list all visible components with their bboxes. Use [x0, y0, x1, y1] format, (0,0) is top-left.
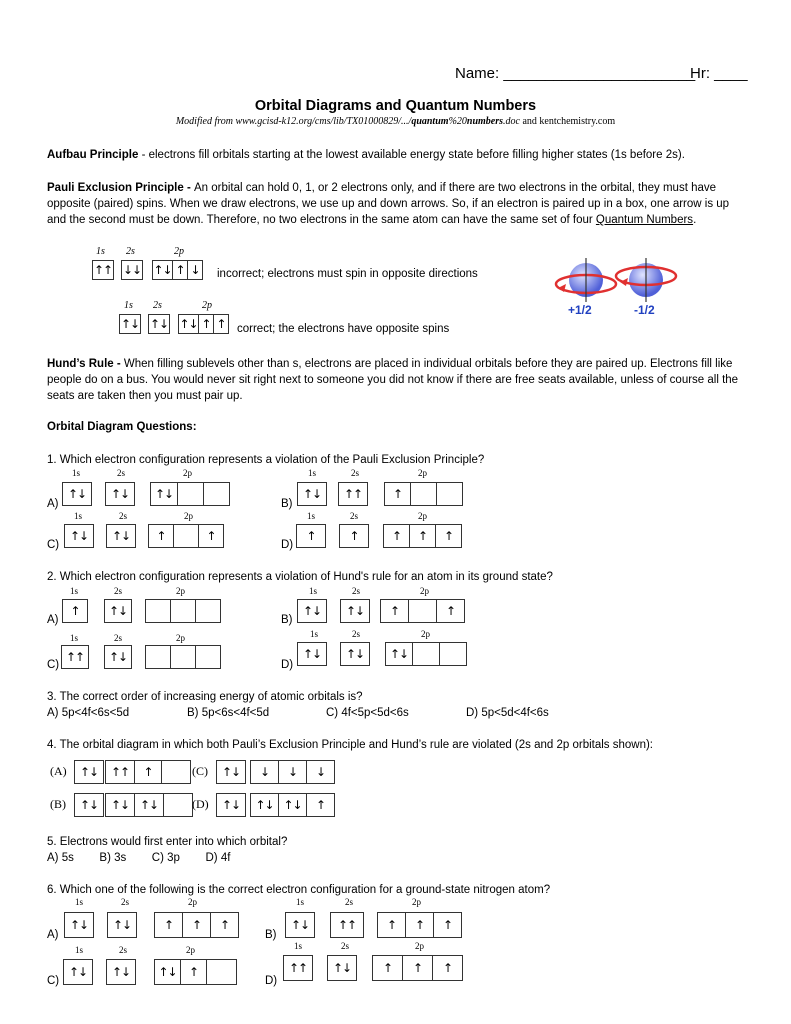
config-6a-2p: ↑ ↑ ↑ — [154, 912, 239, 938]
label-2p: 2p — [202, 300, 212, 311]
option-1b-label[interactable]: B) — [281, 498, 293, 510]
config-6d-2s: ↑↓ — [327, 955, 357, 981]
option-3c[interactable]: C) 4f<5p<5d<6s — [326, 707, 409, 719]
option-6c-label[interactable]: C) — [47, 975, 60, 987]
question-3: 3. The correct order of increasing energy of atomic orbitals is? — [47, 691, 363, 703]
quantum-numbers-link[interactable]: Quantum Numbers — [595, 214, 694, 226]
correct-caption: correct; the electrons have opposite spins — [237, 323, 450, 335]
option-1a-label[interactable]: A) — [47, 498, 59, 510]
spin-plus-label: +1/2 — [568, 303, 592, 317]
config-1b-2p: ↑ — [384, 482, 463, 506]
option-3d[interactable]: D) 5p<5d<4f<6s — [466, 707, 549, 719]
option-6d-label[interactable]: D) — [265, 975, 278, 987]
config-1d-2s: ↑ — [339, 524, 369, 548]
config-1d-2p: ↑ ↑ ↑ — [383, 524, 462, 548]
aufbau-paragraph: Aufbau Principle - electrons fill orbitals starting at the lowest available energy state before filling higher states (1s before 2s). — [47, 149, 685, 161]
pauli-paragraph: Pauli Exclusion Principle - An orbital can hold 0, 1, or 2 electrons only, and if there are two electrons in the orbital, they must have opposite (paired) spins. When we draw electrons, we use up and down arrows. So, if an electron is paired up in a box, one arrow is up and the second must be down. Therefore, no two electrons in the same atom can have the same set of four Quantum Numbers. — [47, 182, 730, 226]
config-2a-2p — [145, 599, 221, 623]
config-1a-2p: ↑↓ — [150, 482, 230, 506]
option-2c-label[interactable]: C) — [47, 659, 60, 671]
incorrect-example-boxes: ↑↑ — [92, 260, 114, 280]
config-1a-2s: ↑↓ — [105, 482, 135, 506]
questions-heading: Orbital Diagram Questions: — [47, 421, 197, 433]
correct-example-boxes: ↑↓ — [119, 314, 141, 334]
label-1s: 1s — [96, 246, 105, 257]
config-4c: ↑↓ — [216, 760, 246, 784]
option-4b-label[interactable]: (B) — [50, 797, 66, 811]
config-6a-2s: ↑↓ — [107, 912, 137, 938]
question-4: 4. The orbital diagram in which both Pauli’s Exclusion Principle and Hund’s rule are violated (2s and 2p orbitals shown): — [47, 739, 654, 751]
config-6c-2p: ↑↓ ↑ — [154, 959, 237, 985]
config-6d-1s: ↑↑ — [283, 955, 313, 981]
config-2b-2s: ↑↓ — [340, 599, 370, 623]
config-2c-2p — [145, 645, 221, 669]
config-4a: ↑↓ — [74, 760, 104, 784]
option-2b-label[interactable]: B) — [281, 614, 293, 626]
config-4b: ↑↓ — [74, 793, 104, 817]
question-2: 2. Which electron configuration represents a violation of Hund's rule for an atom in its ground state? — [47, 571, 553, 583]
config-1b-2s: ↑↑ — [338, 482, 368, 506]
option-3a[interactable]: A) 5p<4f<6s<5d — [47, 707, 130, 719]
option-4c-label[interactable]: (C) — [192, 764, 208, 778]
config-4d: ↑↓ — [216, 793, 246, 817]
label-2p: 2p — [174, 246, 184, 257]
option-2a-label[interactable]: A) — [47, 614, 59, 626]
label-2s: 2s — [126, 246, 135, 257]
option-2d-label[interactable]: D) — [281, 659, 294, 671]
config-6b-2p: ↑ ↑ ↑ — [377, 912, 462, 938]
question-5-options[interactable]: A) 5s B) 3s C) 3p D) 4f — [47, 852, 231, 864]
config-1d-1s: ↑ — [296, 524, 326, 548]
config-6c-2s: ↑↓ — [106, 959, 136, 985]
option-1c-label[interactable]: C) — [47, 539, 60, 551]
label-1s: 1s — [124, 300, 133, 311]
name-field: Name: _______________________ — [455, 65, 696, 82]
electron-spin-figure — [538, 252, 688, 322]
option-1d-label[interactable]: D) — [281, 539, 294, 551]
config-2b-1s: ↑↓ — [297, 599, 327, 623]
option-6b-label[interactable]: B) — [265, 929, 277, 941]
config-2b-2p: ↑ ↑ — [380, 599, 465, 623]
config-6a-1s: ↑↓ — [64, 912, 94, 938]
config-2c-1s: ↑↑ — [61, 645, 89, 669]
config-2d-2s: ↑↓ — [340, 642, 370, 666]
config-2d-1s: ↑↓ — [297, 642, 327, 666]
option-3b[interactable]: B) 5p<6s<4f<5d — [187, 707, 270, 719]
spin-minus-label: -1/2 — [634, 303, 655, 317]
config-6c-1s: ↑↓ — [63, 959, 93, 985]
config-1b-1s: ↑↓ — [297, 482, 327, 506]
config-6b-2s: ↑↑ — [330, 912, 364, 938]
config-1a-1s: ↑↓ — [62, 482, 92, 506]
label-2s: 2s — [153, 300, 162, 311]
question-1: 1. Which electron configuration represents a violation of the Pauli Exclusion Principle? — [47, 454, 485, 466]
config-6d-2p: ↑ ↑ ↑ — [372, 955, 463, 981]
hund-paragraph: Hund’s Rule - When filling sublevels other than s, electrons are placed in individual orbitals before they are paired up. Electrons fill like people do on a bus. You would never sit right next to someone you did not know if there are free seats available, unless of course all the seats are taken then you must pair up. — [47, 358, 739, 402]
incorrect-caption: incorrect; electrons must spin in opposite directions — [217, 268, 478, 280]
config-2c-2s: ↑↓ — [104, 645, 132, 669]
option-4a-label[interactable]: (A) — [50, 764, 67, 778]
config-6b-1s: ↑↓ — [285, 912, 315, 938]
option-4d-label[interactable]: (D) — [192, 797, 209, 811]
config-2d-2p: ↑↓ — [385, 642, 467, 666]
config-2a-2s: ↑↓ — [104, 599, 132, 623]
hour-field: Hr: ____ — [690, 65, 748, 82]
config-1c-2p: ↑ ↑ — [148, 524, 224, 548]
question-6: 6. Which one of the following is the correct electron configuration for a ground-state nitrogen atom? — [47, 884, 551, 896]
config-2a-1s: ↑ — [62, 599, 88, 623]
config-1c-1s: ↑↓ — [64, 524, 94, 548]
page-title: Orbital Diagrams and Quantum Numbers — [254, 98, 537, 114]
source-attribution: Modified from www.gcisd-k12.org/cms/lib/TX01000829/.../quantum%20numbers.doc and kentchemistry.com — [175, 116, 616, 127]
question-5: 5. Electrons would first enter into which orbital? — [47, 836, 288, 848]
option-6a-label[interactable]: A) — [47, 929, 59, 941]
config-1c-2s: ↑↓ — [106, 524, 136, 548]
